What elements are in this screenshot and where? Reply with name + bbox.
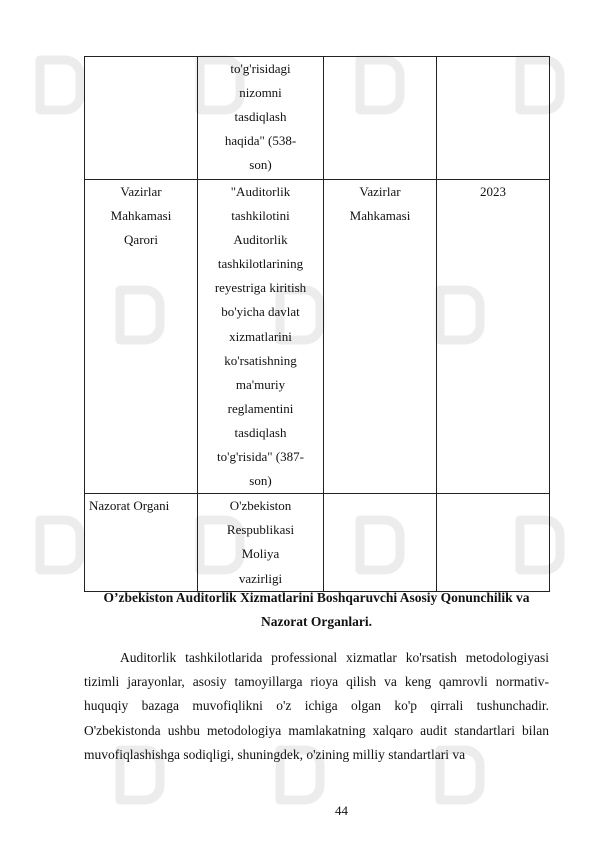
- table-cell: "Auditorlik tashkilotini Auditorlik tashkilotlarining reyestriga kiritish bo'yicha davlat xizmatlarini ko'rsatishning ma'muriy reglamentini tasdiqlash to'g'risida" (387- son): [198, 180, 324, 494]
- table-cell: O'zbekiston Respublikasi Moliya vazirligi: [198, 494, 324, 592]
- table-row: [85, 180, 550, 494]
- table-cell: Nazorat Organi: [85, 494, 198, 592]
- table-row: [85, 57, 550, 180]
- table-cell: to'g'risidagi nizomni tasdiqlash haqida" (538- son): [198, 57, 324, 180]
- table-cell: [324, 57, 437, 180]
- table-cell: [324, 494, 437, 592]
- table-cell: 2023: [437, 180, 550, 494]
- table-cell: [437, 57, 550, 180]
- section-heading: O’zbekiston Auditorlik Xizmatlarini Boshqaruvchi Asosiy Qonunchilik va Nazorat Organlari.: [103, 590, 530, 629]
- page-number: 44: [335, 803, 348, 818]
- table-row: [85, 494, 550, 592]
- table-cell: Vazirlar Mahkamasi: [324, 180, 437, 494]
- body-paragraph: Auditorlik tashkilotlarida professional xizmatlar ko'rsatish metodologiyasi tizimli jarayonlar, asosiy tamoyillarga rioya qilish va keng qamrovli normativ-huquqiy bazaga muvofiqlikni o'z ichiga olgan ko'p qirrali tushunchadir. O'zbekistonda ushbu metodologiya mamlakatning xalqaro audit standartlari bilan muvofiqlashishga sodiqligi, shuningdek, o'zining milliy standartlari va: [84, 650, 549, 762]
- table-cell: [85, 57, 198, 180]
- table-cell: Vazirlar Mahkamasi Qarori: [85, 180, 198, 494]
- table-cell: [437, 494, 550, 592]
- legislation-table: [84, 56, 550, 592]
